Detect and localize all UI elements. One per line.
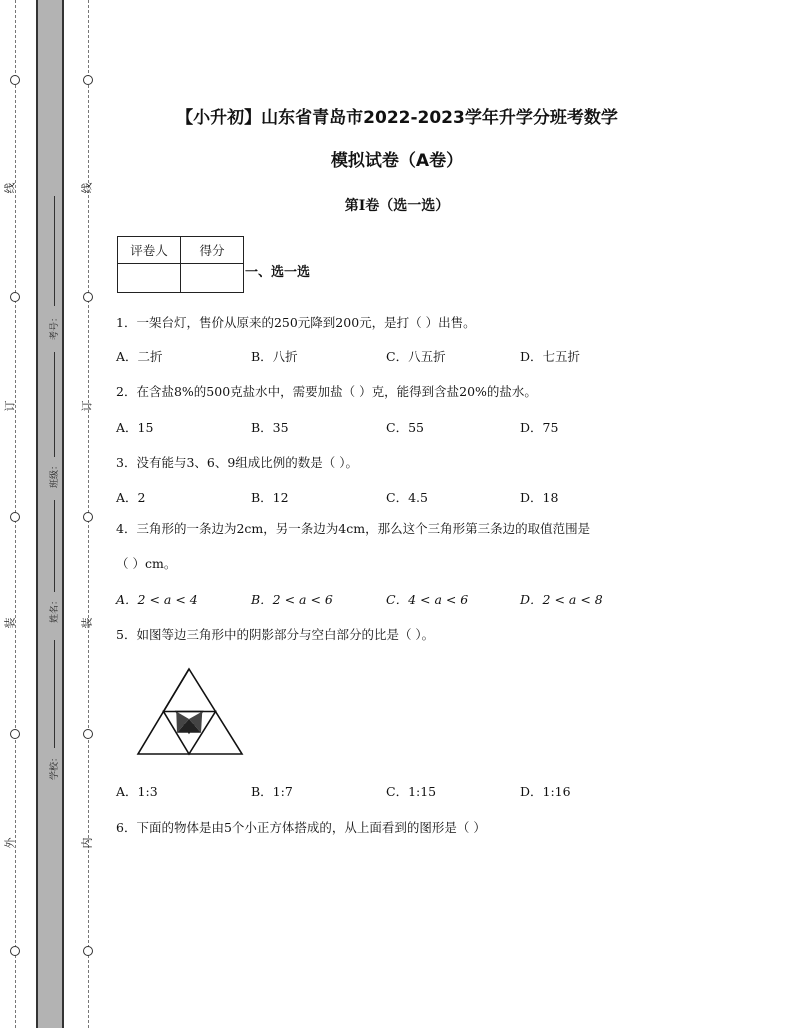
section-title: 一、选一选 <box>245 265 311 280</box>
name-label: 姓名： <box>50 595 61 624</box>
hole-inner-4 <box>83 729 93 739</box>
q3-option-c: C．4.5 <box>386 490 428 505</box>
score-header: 得分 <box>181 237 244 264</box>
part-title: 第I卷（选一选） <box>344 198 450 214</box>
question-4-stem: 4．三角形的一条边为2cm，另一条边为4cm，那么这个三角形第三条边的取值范围是 <box>116 521 591 536</box>
q5-option-d: D．1:16 <box>520 784 571 799</box>
question-5-stem: 5．如图等边三角形中的阴影部分与空白部分的比是（ ）。 <box>116 627 435 642</box>
q5-option-b: B．1:7 <box>251 784 293 799</box>
q5-option-a: A．1:3 <box>116 784 158 799</box>
q2-option-b: B．35 <box>251 420 289 435</box>
question-4-stem-cont: （ ）cm。 <box>116 556 177 571</box>
inner-char-xian: 线 <box>80 182 94 194</box>
hole-outer-2 <box>10 292 20 302</box>
outer-char-zhuang: 装 <box>3 617 17 629</box>
q4-option-c: C．4 < a < 6 <box>386 592 469 607</box>
exam-number-label: 考号： <box>50 312 61 341</box>
name-line <box>54 500 55 592</box>
q2-option-a: A．15 <box>116 420 154 435</box>
inner-char-nei: 内 <box>80 837 94 849</box>
hole-outer-3 <box>10 512 20 522</box>
hole-inner-5 <box>83 946 93 956</box>
hole-outer-1 <box>10 75 20 85</box>
question-2-stem: 2．在含盐8%的500克盐水中，需要加盐（ ）克，能得到含盐20%的盐水。 <box>116 384 537 399</box>
school-label: 学校： <box>50 752 61 781</box>
q1-option-d: D．七五折 <box>520 349 581 364</box>
q4-option-b: B．2 < a < 6 <box>251 592 333 607</box>
hole-outer-4 <box>10 729 20 739</box>
q4-option-a: A．2 < a < 4 <box>116 592 198 607</box>
q4-option-d: D．2 < a < 8 <box>520 592 603 607</box>
grader-header: 评卷人 <box>118 237 181 264</box>
grader-cell <box>118 264 181 293</box>
q2-option-c: C．55 <box>386 420 424 435</box>
school-line <box>54 640 55 748</box>
q2-option-d: D．75 <box>520 420 559 435</box>
q1-option-b: B．八折 <box>251 349 298 364</box>
class-label: 班级： <box>50 460 61 489</box>
hole-outer-5 <box>10 946 20 956</box>
q1-option-a: A．二折 <box>116 349 163 364</box>
inner-char-ding: 订 <box>80 400 94 412</box>
q1-option-c: C．八五折 <box>386 349 446 364</box>
hole-inner-2 <box>83 292 93 302</box>
q5-option-c: C．1:15 <box>386 784 437 799</box>
inner-char-zhuang: 装 <box>80 617 94 629</box>
hole-inner-3 <box>83 512 93 522</box>
score-table <box>117 236 244 293</box>
class-line <box>54 352 55 457</box>
hole-inner-1 <box>83 75 93 85</box>
outer-char-wai: 外 <box>3 837 17 849</box>
outer-char-xian: 线 <box>3 182 17 194</box>
nested-triangle-figure <box>134 664 246 758</box>
q3-option-d: D．18 <box>520 490 559 505</box>
question-1-stem: 1．一架台灯，售价从原来的250元降到200元，是打（ ）出售。 <box>116 315 476 330</box>
question-3-stem: 3．没有能与3、6、9组成比例的数是（ ）。 <box>116 455 359 470</box>
paper-title-line2: 模拟试卷（A卷） <box>330 151 464 171</box>
question-6-stem: 6．下面的物体是由5个小正方体搭成的，从上面看到的图形是（ ） <box>116 820 486 835</box>
outer-char-ding: 订 <box>3 400 17 412</box>
score-cell <box>181 264 244 293</box>
q3-option-b: B．12 <box>251 490 289 505</box>
q3-option-a: A．2 <box>116 490 146 505</box>
paper-title-line1: 【小升初】山东省青岛市2022-2023学年升学分班考数学 <box>176 108 618 128</box>
